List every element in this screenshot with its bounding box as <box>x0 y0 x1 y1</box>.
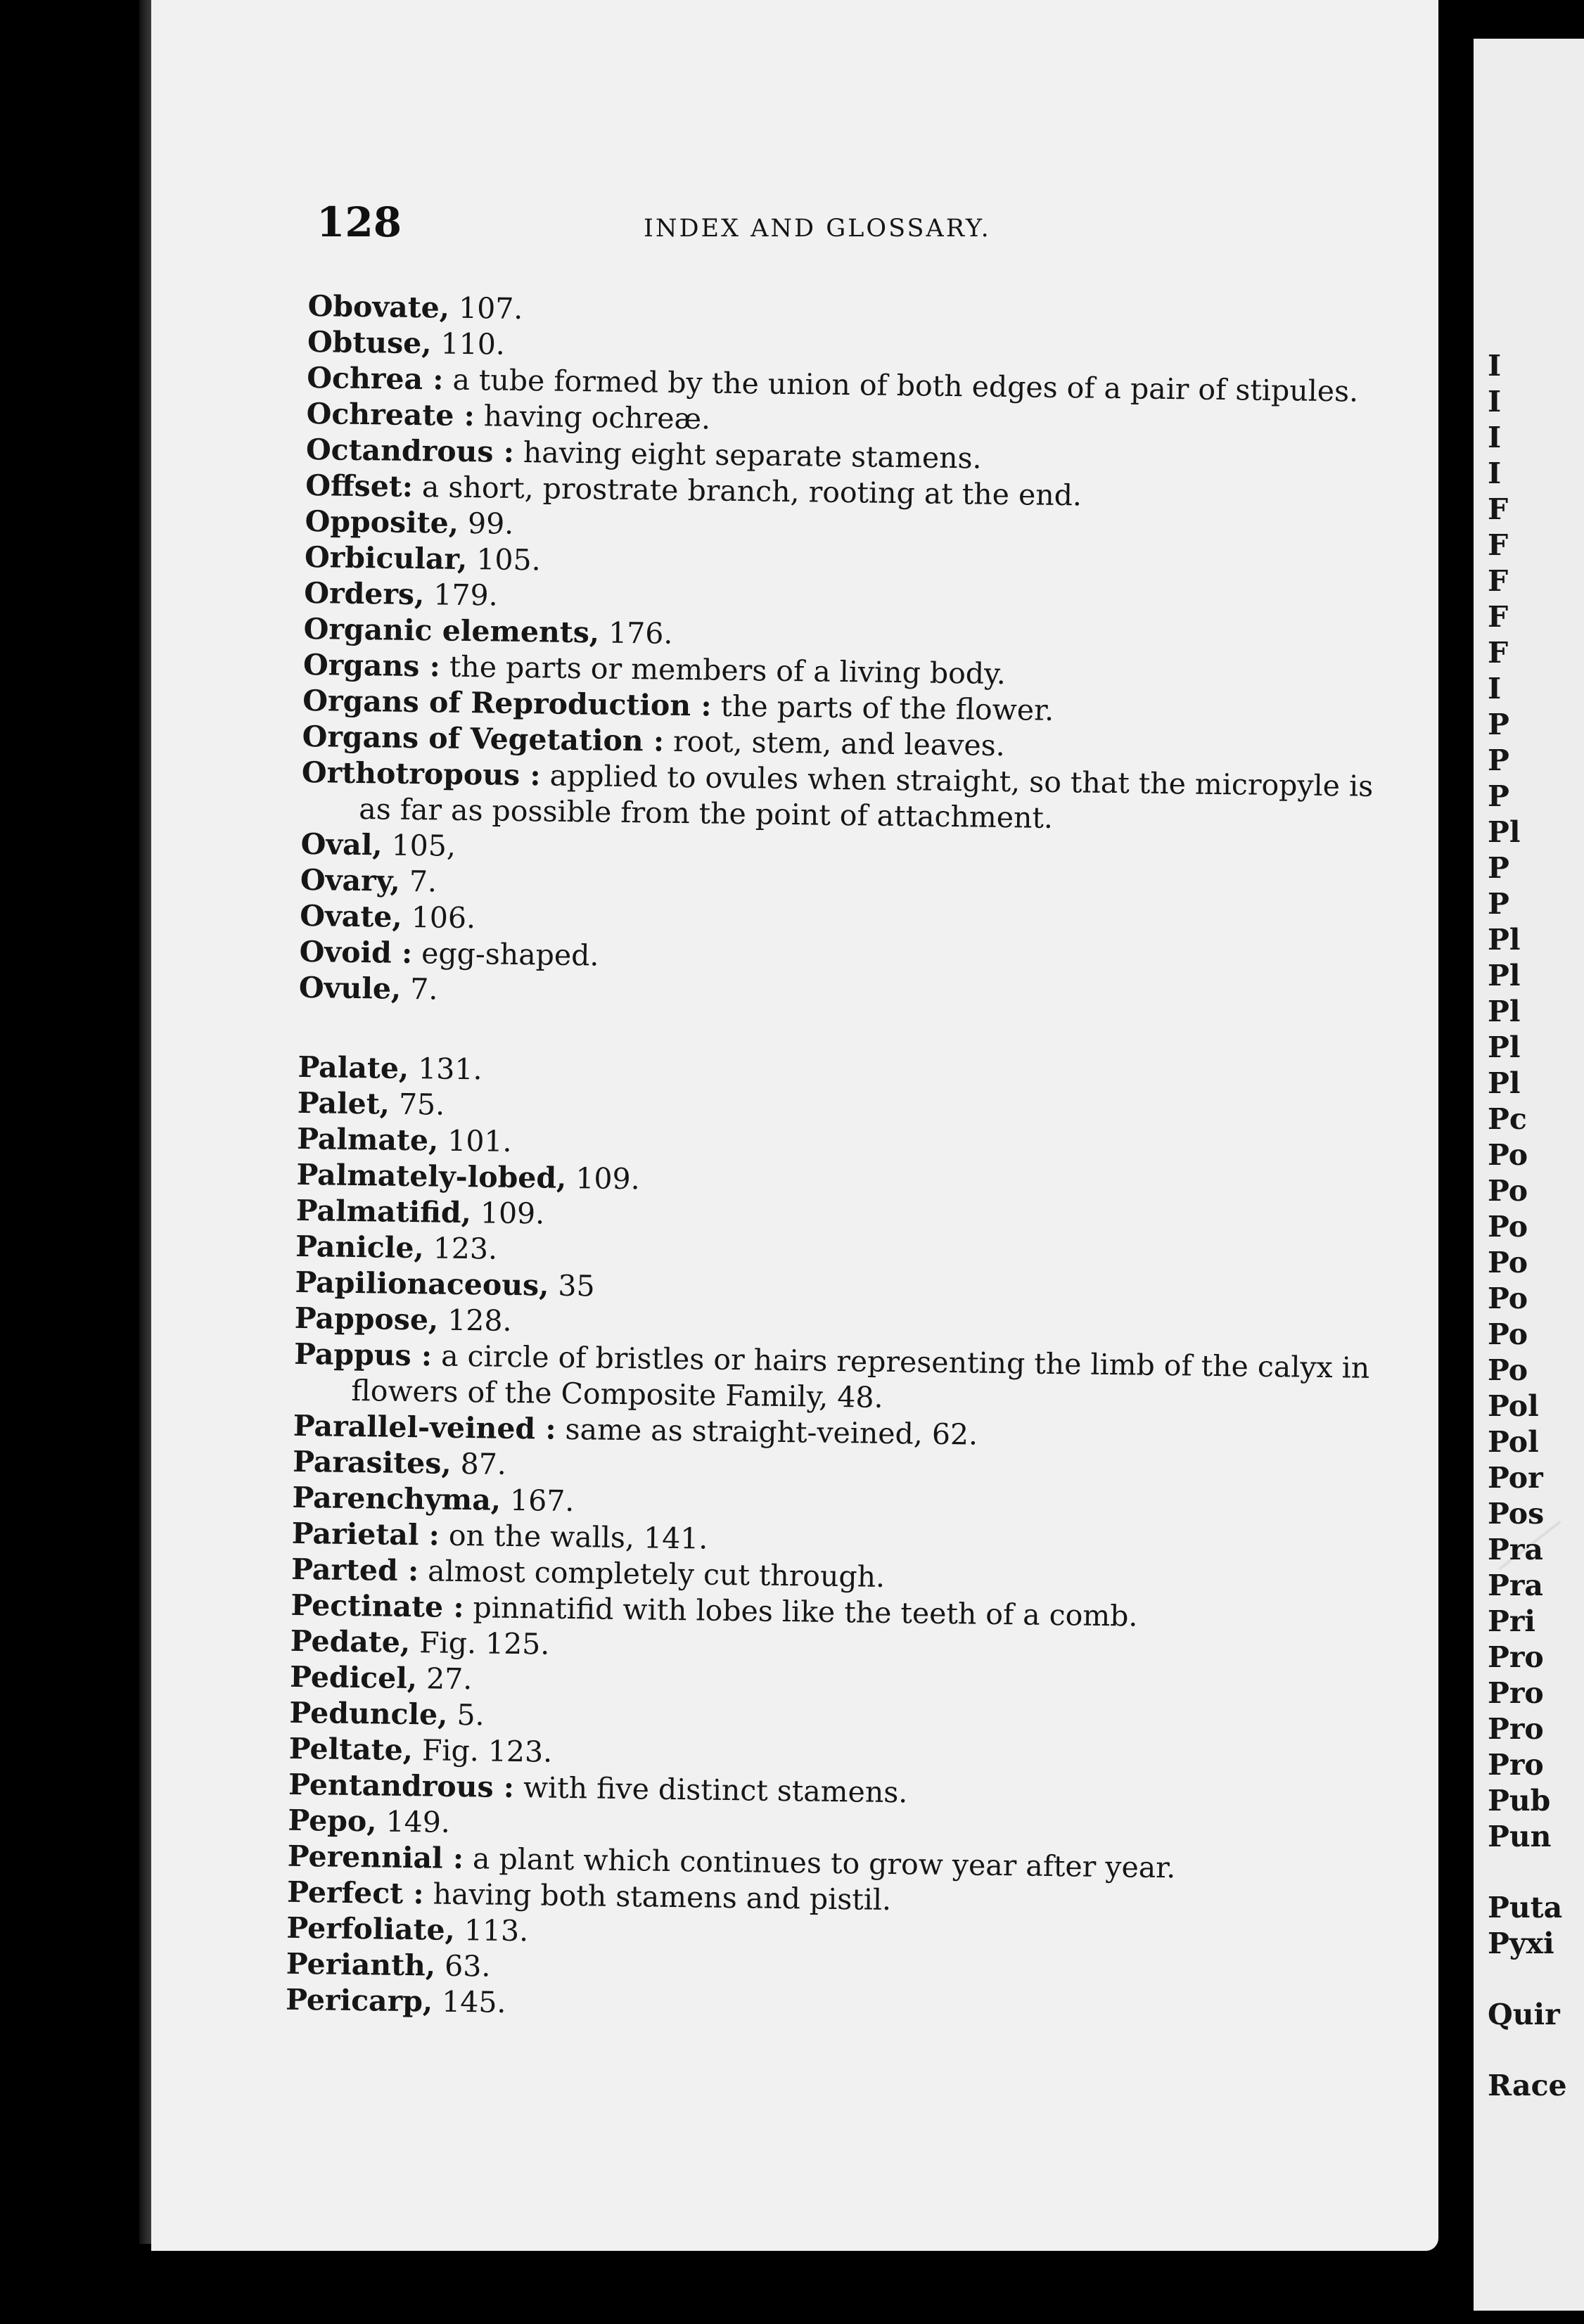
entry-term: Orbicular, <box>304 540 468 576</box>
fragment-gap <box>1488 2033 1567 2068</box>
facing-entry-fragment: P <box>1488 779 1509 813</box>
entry-term: Palate, <box>298 1049 409 1085</box>
entry-definition: having ochreæ. <box>474 399 711 436</box>
facing-entry-fragment: F <box>1488 492 1509 526</box>
entry-term: Pappose, <box>294 1301 439 1337</box>
entry-term: Perfect : <box>286 1875 424 1911</box>
entry-definition: 123. <box>423 1231 498 1266</box>
entry-definition: 35 <box>549 1268 595 1303</box>
entry-definition: 110. <box>431 326 506 362</box>
fragment-gap <box>1488 1962 1567 1997</box>
book-page-right-fragment <box>1474 39 1584 2311</box>
entry-definition: a short, prostrate branch, rooting at the end. <box>412 469 1082 513</box>
entry-term: Ochreate : <box>306 396 475 433</box>
entry-definition: 128. <box>437 1303 512 1338</box>
entry-definition: on the walls, 141. <box>439 1518 708 1556</box>
entry-definition: 109. <box>566 1161 640 1196</box>
facing-entry-fragment: Po <box>1488 1174 1528 1208</box>
facing-entry-fragment: F <box>1488 528 1509 562</box>
entry-term: Pericarp, <box>285 1982 433 2019</box>
facing-entry-fragment: Pol <box>1488 1425 1539 1459</box>
entry-definition: 106. <box>402 900 476 936</box>
fragment-gap <box>1488 1855 1567 1890</box>
entry-term: Ovoid : <box>299 934 413 971</box>
facing-entry-fragment: Quir <box>1488 1998 1560 2031</box>
running-head: INDEX AND GLOSSARY. <box>644 215 991 243</box>
facing-entry-fragment: Pro <box>1488 1676 1544 1710</box>
entry-term: Opposite, <box>305 504 459 540</box>
entry-definition: with five distinct stamens. <box>513 1770 908 1810</box>
facing-entry-fragment: Pub <box>1488 1784 1551 1818</box>
entry-term: Palmately-lobed, <box>296 1157 567 1195</box>
entry-term: Parasites, <box>292 1444 452 1481</box>
facing-entry-fragment: Pro <box>1488 1640 1544 1674</box>
entry-term: Parted : <box>290 1552 419 1588</box>
entry-definition: 87. <box>451 1446 507 1481</box>
entry-term: Pepo, <box>288 1803 377 1839</box>
entry-definition: having both stamens and pistil. <box>423 1877 892 1917</box>
glossary-entry <box>293 1336 1391 1422</box>
entry-term: Orders, <box>304 575 425 612</box>
facing-entry-fragment: Pl <box>1488 959 1521 992</box>
facing-entry-fragment: Po <box>1488 1210 1528 1244</box>
entry-definition: pinnatifid with lobes like the teeth of a comb. <box>464 1590 1138 1633</box>
facing-page-entry-fragments <box>1488 348 1567 2104</box>
entry-definition: Fig. 123. <box>412 1733 553 1769</box>
facing-entry-fragment: Pol <box>1488 1389 1539 1423</box>
facing-entry-fragment: Pra <box>1488 1533 1543 1566</box>
facing-entry-fragment: Pro <box>1488 1712 1544 1746</box>
entry-term: Obtuse, <box>307 324 432 361</box>
entry-term: Palmate, <box>296 1121 439 1158</box>
entry-definition: 167. <box>500 1483 575 1519</box>
entry-definition: 105, <box>382 828 456 863</box>
facing-entry-fragment: Pun <box>1488 1820 1552 1853</box>
entry-definition: 75. <box>389 1087 445 1122</box>
entry-term: Ochrea : <box>307 360 444 397</box>
entry-term: Obovate, <box>307 288 450 325</box>
entry-definition: egg-shaped. <box>411 936 599 973</box>
facing-entry-fragment: Pl <box>1488 1066 1521 1100</box>
entry-definition: 5. <box>447 1697 485 1732</box>
facing-entry-fragment: I <box>1488 349 1502 383</box>
facing-entry-fragment: P <box>1488 708 1509 741</box>
glossary-entries <box>286 288 1405 2032</box>
entry-definition: 105. <box>467 542 541 577</box>
facing-entry-fragment: Pyxi <box>1488 1927 1554 1960</box>
entry-term: Panicle, <box>295 1229 425 1265</box>
entry-term: Perennial : <box>287 1839 464 1876</box>
facing-entry-fragment: Race <box>1488 2069 1567 2102</box>
entry-definition: a tube formed by the union of both edges of a pair of stipules. <box>443 362 1359 409</box>
entry-definition: 101. <box>437 1123 512 1158</box>
facing-entry-fragment: Pos <box>1488 1497 1545 1531</box>
entry-term: Organs of Vegetation : <box>302 719 665 758</box>
facing-entry-fragment: Pro <box>1488 1748 1544 1782</box>
entry-definition: 145. <box>432 1984 506 2019</box>
entry-term: Pedicel, <box>289 1659 418 1696</box>
facing-entry-fragment: Po <box>1488 1317 1528 1351</box>
glossary-entry <box>301 755 1399 841</box>
entry-definition: a circle of bristles or hairs representing the limb of the calyx in flowers of the Composite Family, 48. <box>351 1339 1370 1415</box>
entry-definition: 179. <box>424 577 498 613</box>
facing-entry-fragment: I <box>1488 672 1502 706</box>
entry-term: Palmatifid, <box>295 1193 472 1230</box>
entry-definition: the parts or members of a living body. <box>440 649 1007 691</box>
entry-definition: applied to ovules when straight, so that the micropyle is as far as possible from the point of attachment. <box>359 758 1374 835</box>
entry-definition: 131. <box>408 1051 483 1087</box>
facing-entry-fragment: I <box>1488 456 1502 490</box>
entry-term: Palet, <box>297 1085 390 1121</box>
entry-term: Oval, <box>300 826 383 862</box>
entry-term: Pectinate : <box>290 1588 464 1625</box>
facing-entry-fragment: Pc <box>1488 1102 1527 1136</box>
entry-term: Orthotropous : <box>301 755 541 793</box>
facing-entry-fragment: Por <box>1488 1461 1543 1495</box>
entry-term: Peltate, <box>288 1731 414 1768</box>
entry-term: Organs : <box>302 647 441 684</box>
entry-definition: 99. <box>458 506 514 541</box>
facing-entry-fragment: Po <box>1488 1353 1528 1387</box>
entry-definition: 27. <box>416 1661 473 1697</box>
entry-definition: 109. <box>471 1196 545 1231</box>
entry-term: Pedate, <box>290 1623 411 1660</box>
entry-term: Octandrous : <box>305 432 515 469</box>
facing-entry-fragment: Pl <box>1488 815 1521 849</box>
entry-definition: almost completely cut through. <box>418 1554 886 1594</box>
entry-definition: same as straight-veined, 62. <box>556 1412 978 1452</box>
facing-entry-fragment: P <box>1488 851 1509 885</box>
facing-entry-fragment: Pri <box>1488 1604 1536 1638</box>
entry-definition: 7. <box>400 864 437 899</box>
facing-entry-fragment: P <box>1488 887 1509 921</box>
entry-term: Perianth, <box>286 1946 436 1983</box>
entry-definition: 63. <box>435 1948 491 1984</box>
entry-term: Parietal : <box>291 1516 440 1552</box>
facing-entry-fragment: Pra <box>1488 1569 1543 1602</box>
facing-entry-fragment: I <box>1488 421 1502 454</box>
entry-definition: 113. <box>454 1913 529 1948</box>
entry-term: Parallel-veined : <box>293 1408 556 1446</box>
entry-term: Papilionaceous, <box>295 1265 549 1303</box>
facing-entry-fragment: P <box>1488 743 1509 777</box>
entry-definition: having eight separate stamens. <box>513 435 982 475</box>
facing-entry-fragment: I <box>1488 385 1502 419</box>
entry-term: Pappus : <box>293 1336 433 1373</box>
entry-definition: Fig. 125. <box>409 1626 550 1661</box>
entry-term: Parenchyma, <box>292 1480 502 1517</box>
facing-entry-fragment: Puta <box>1488 1891 1563 1924</box>
facing-entry-fragment: Pl <box>1488 1030 1521 1064</box>
facing-entry-fragment: Pl <box>1488 995 1521 1028</box>
facing-entry-fragment: F <box>1488 600 1509 634</box>
entry-definition: the parts of the flower. <box>711 689 1054 727</box>
entry-definition: 107. <box>449 290 523 326</box>
entry-term: Ovary, <box>300 862 401 898</box>
entry-term: Pentandrous : <box>288 1767 515 1805</box>
facing-entry-fragment: F <box>1488 564 1509 598</box>
entry-definition: 149. <box>376 1804 451 1839</box>
entry-definition: a plant which continues to grow year after year. <box>463 1841 1176 1885</box>
entry-term: Organic elements, <box>303 611 600 650</box>
page-number: 128 <box>317 198 402 246</box>
facing-entry-fragment: Po <box>1488 1246 1528 1279</box>
entry-definition: root, stem, and leaves. <box>663 724 1006 763</box>
entry-term: Peduncle, <box>289 1695 448 1732</box>
facing-entry-fragment: F <box>1488 636 1509 670</box>
facing-entry-fragment: Po <box>1488 1282 1528 1315</box>
entry-definition: 7. <box>400 971 438 1007</box>
entry-term: Ovule, <box>298 970 402 1006</box>
entry-term: Ovate, <box>300 898 403 934</box>
entry-term: Perfoliate, <box>286 1910 456 1947</box>
entry-term: Offset: <box>305 468 414 504</box>
entry-definition: 176. <box>599 615 673 651</box>
entry-term: Organs of Reproduction : <box>302 683 712 723</box>
facing-entry-fragment: Pl <box>1488 923 1521 957</box>
facing-entry-fragment: Po <box>1488 1138 1528 1172</box>
